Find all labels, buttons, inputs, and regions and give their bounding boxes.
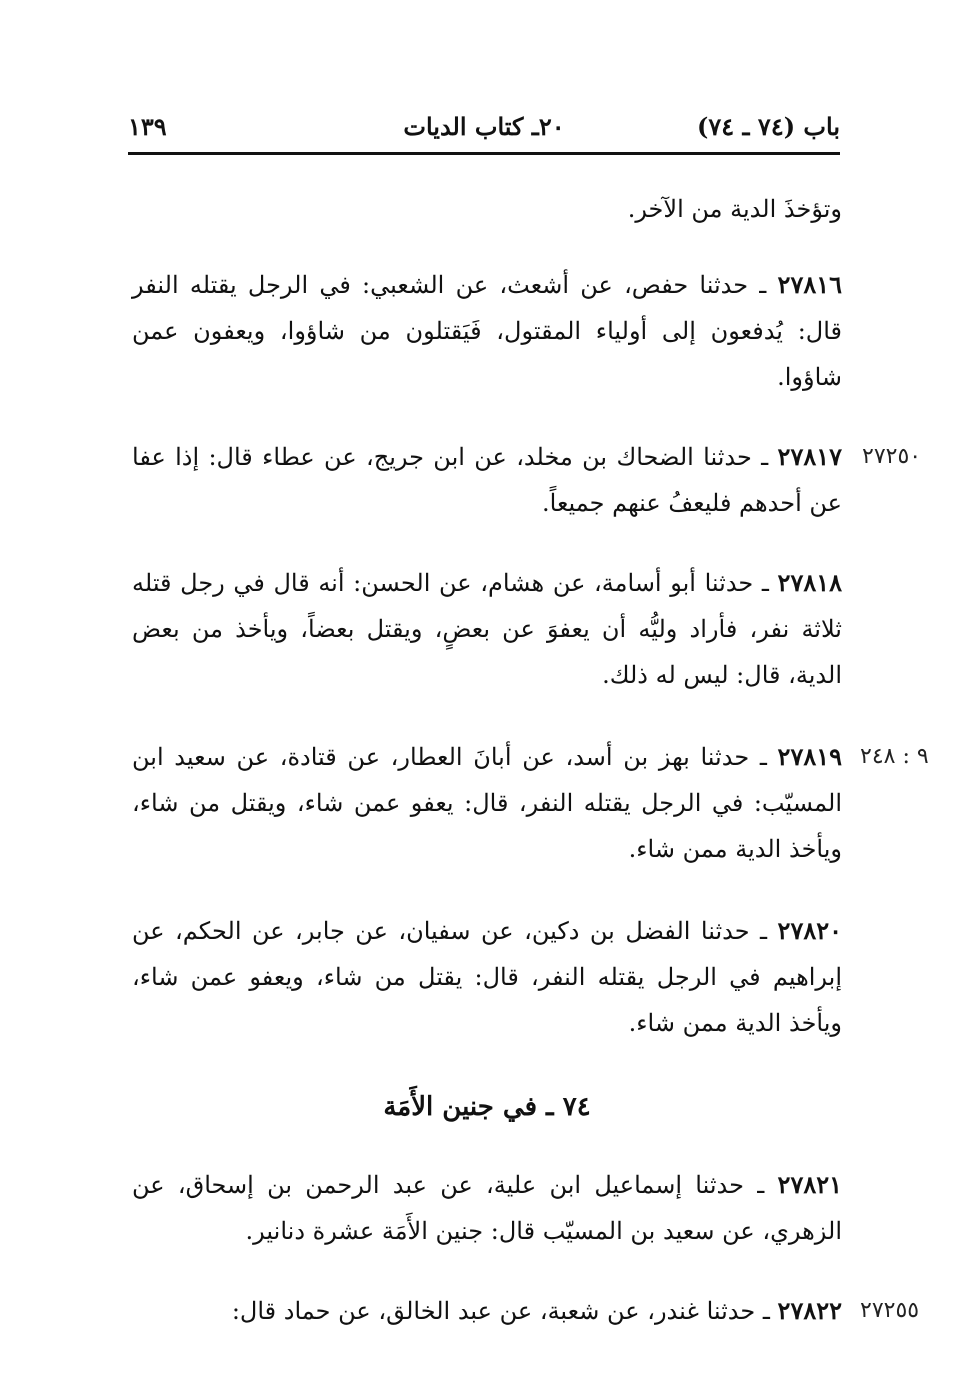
page-number: ١٣٩ [128, 112, 167, 141]
hadith-number: ٢٧٨١٧ [777, 442, 842, 471]
hadith-number: ٢٧٨٢٢ [777, 1296, 842, 1325]
hadith-text: ـ حدثنا إسماعيل ابن علية، عن عبد الرحمن بن إسحاق، عن الزهري، عن سعيد بن المسيّب قال: جنين الأَمَة عشرة دنانير. [132, 1171, 842, 1245]
hadith-number: ٢٧٨١٨ [777, 568, 842, 597]
continuation-text: وتؤخذَ الدية من الآخر. [627, 195, 842, 223]
hadith-text: ـ حدثنا بهز بن أسد، عن أبانَ العطار، عن قتادة، عن سعيد ابن المسيّب: في الرجل يقتله النفر، قال: يعفو عمن شاء، ويقتل من شاء، ويأخذ الدية ممن شاء. [132, 743, 842, 863]
hadith-paragraph [132, 262, 842, 400]
hadith-number: ٢٧٨١٦ [777, 270, 842, 299]
hadith-text: ـ حدثنا غندر، عن شعبة، عن عبد الخالق، عن حماد قال: [231, 1297, 770, 1325]
hadith-number: ٢٧٨٢١ [777, 1170, 842, 1199]
hadith-number: ٢٧٨٢٠ [777, 916, 842, 945]
hadith-text: ـ حدثنا أبو أسامة، عن هشام، عن الحسن: أنه قال في رجل قتله ثلاثة نفر، فأراد وليُّه أن يعفوَ عن بعضٍ، ويقتل بعضاً، ويأخذ من بعض الدية، قال: ليس له ذلك. [132, 569, 842, 689]
hadith-paragraph [132, 734, 842, 872]
hadith-paragraph [132, 1162, 842, 1254]
section-title: ٧٤ ـ في جنين الأَمَة [383, 1092, 591, 1122]
header-rule [128, 152, 840, 155]
book-title: ٢٠ـ كتاب الديات [403, 112, 565, 141]
hadith-text: ـ حدثنا الفضل بن دكين، عن سفيان، عن جابر، عن الحكم، عن إبراهيم في الرجل يقتله النفر، قال: يقتل من شاء، ويعفو عمن شاء، ويأخذ الدية ممن شاء. [132, 917, 842, 1037]
chapter-heading: باب (٧٤ ـ ٧٤) [697, 112, 840, 141]
hadith-paragraph [132, 908, 842, 1046]
margin-reference: ٢٧٢٥٠ [862, 444, 922, 469]
hadith-paragraph [132, 560, 842, 698]
margin-reference: ٩ : ٢٤٨ [860, 744, 929, 769]
hadith-text: ـ حدثنا الضحاك بن مخلد، عن ابن جريج، عن عطاء قال: إذا عفا عن أحدهم فليعفُ عنهم جميعاً. [132, 443, 842, 517]
margin-reference: ٢٧٢٥٥ [860, 1298, 920, 1323]
hadith-paragraph [132, 1288, 842, 1334]
hadith-number: ٢٧٨١٩ [777, 742, 842, 771]
page-header [128, 108, 840, 148]
hadith-text: ـ حدثنا حفص، عن أشعث، عن الشعبي: في الرجل يقتله النفر قال: يُدفعون إلى أولياء المقتول، فَيَقتلون من شاؤوا، ويعفون عمن شاؤوا. [132, 271, 842, 391]
hadith-paragraph [132, 434, 842, 526]
